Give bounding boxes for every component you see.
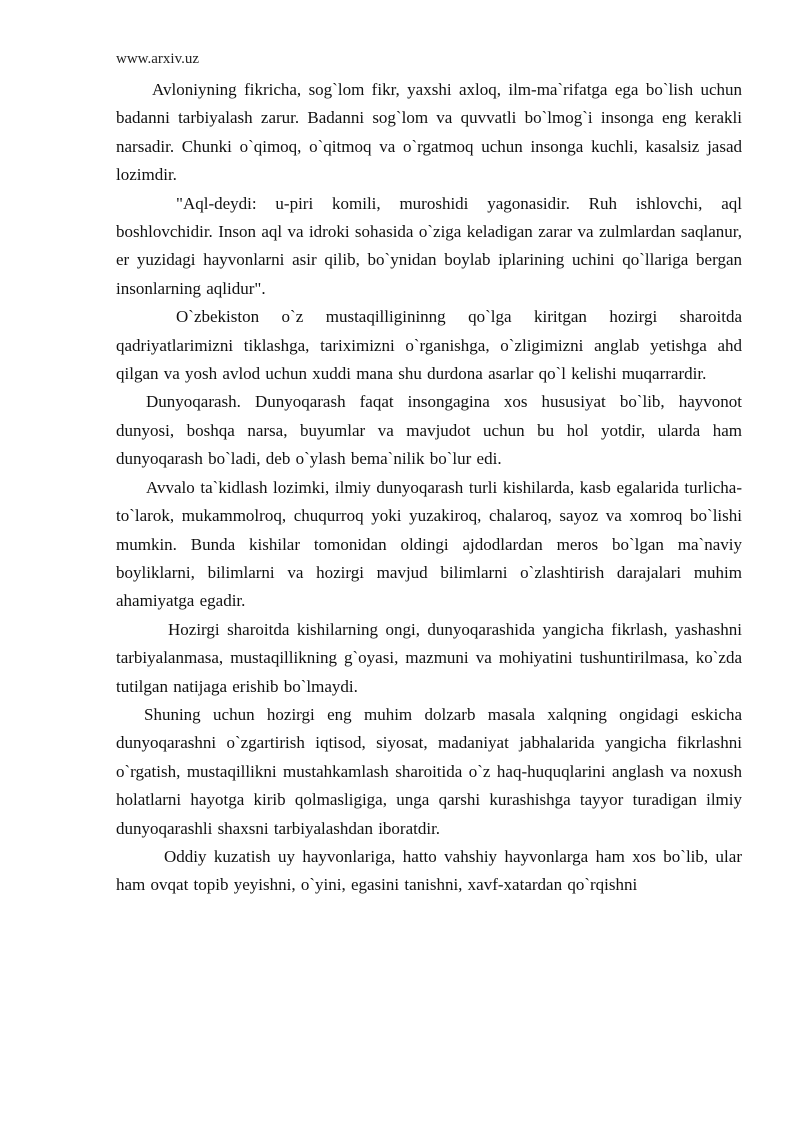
paragraph-avvalo: Avvalo ta`kidlash lozimki, ilmiy dunyoqarash turli kishilarda, kasb egalarida turlicha-to`larok, mukammolroq, chuqurroq yoki yuzakiroq, chalaroq, sayoz va xomroq bo`lishi mumkin. Bunda kishilar tomonidan oldingi ajdodlardan meros bo`lgan ma`naviy boyliklarni, bilimlarni va hozirgi mavjud bilimlarni o`zlashtirish darajalari muhim ahamiyatga egadir. [116,477,742,611]
paragraph-hozirgi: Hozirgi sharoitda kishilarning ongi, dunyoqarashida yangicha fikrlash, yashashni tarbiyalanmasa, mustaqillikning g`oyasi, mazmuni va mohiyatini tushuntirilmasa, ko`zda tutilgan natijaga erishib bo`lmaydi. [116,619,742,696]
paragraph-dunyoqarash: Dunyoqarash. Dunyoqarash faqat insongagina xos hususiyat bo`lib, hayvonot dunyosi, boshqa narsa, buyumlar va mavjudot uchun bu hol yotdir, ularda ham dunyoqarash bo`ladi, deb o`ylash bema`nilik bo`lur edi. [116,392,742,469]
paragraph-ozbekiston: O`zbekiston o`z mustaqilligininng qo`lga kiritgan hozirgi sharoitda qadriyatlarimizni tiklashga, tariximizni o`rganishga, o`zligimizni anglab yetishga ahd qilgan va yosh avlod uchun xuddi mana shu durdona asarlar qo`l kelishi muqarrardir. [116,307,742,384]
paragraph-oddiy-kuzatish: Oddiy kuzatish uy hayvonlariga, hatto vahshiy hayvonlarga ham xos bo`lib, ular ham ovqat topib yeyishni, o`yini, egasini tanishni, xavf-xatardan qo`rqishni [116,846,742,895]
paragraph-avloniy-body: Avloniyning fikricha, sog`lom fikr, yaxshi axloq, ilm-ma`rifatga ega bo`lish uchun badanni tarbiyalash zarur. Badanni sog`lom va quvvatli bo`lmog`i insonga eng kerakli narsadir. Chunki o`qimoq, o`qitmoq va o`rgatmoq uchun insonga kuchli, kasalsiz jasad lozimdir. [116,80,742,185]
site-header-url: www.arxiv.uz [116,51,200,67]
paragraph-aql-quote: "Aql-deydi: u-piri komili, muroshidi yagonasidir. Ruh ishlovchi, aql boshlovchidir. Inson aql va idroki sohasida o`ziga keladigan zarar va zulmlardan saqlanur, er yuzidagi hayvonlarni asir qilib, bo`ynidan boylab iplarining uchini qo`llariga bergan insonlarning aqlidur". [116,193,742,298]
document-body [116,76,742,900]
paragraph-shuning-uchun: Shuning uchun hozirgi eng muhim dolzarb masala xalqning ongidagi eskicha dunyoqarashni o`zgartirish iqtisod, siyosat, madaniyat jabhalarida yangicha fikrlashni o`rgatish, mustaqillikni mustahkamlash sharoitida o`z haq-huquqlarini anglash va noxush holatlarni hayotga kirib qolmasligiga, unga qarshi kurashishga tayyor turadigan ilmiy dunyoqarashli shaxsni tarbiyalashdan iboratdir. [116,704,742,838]
